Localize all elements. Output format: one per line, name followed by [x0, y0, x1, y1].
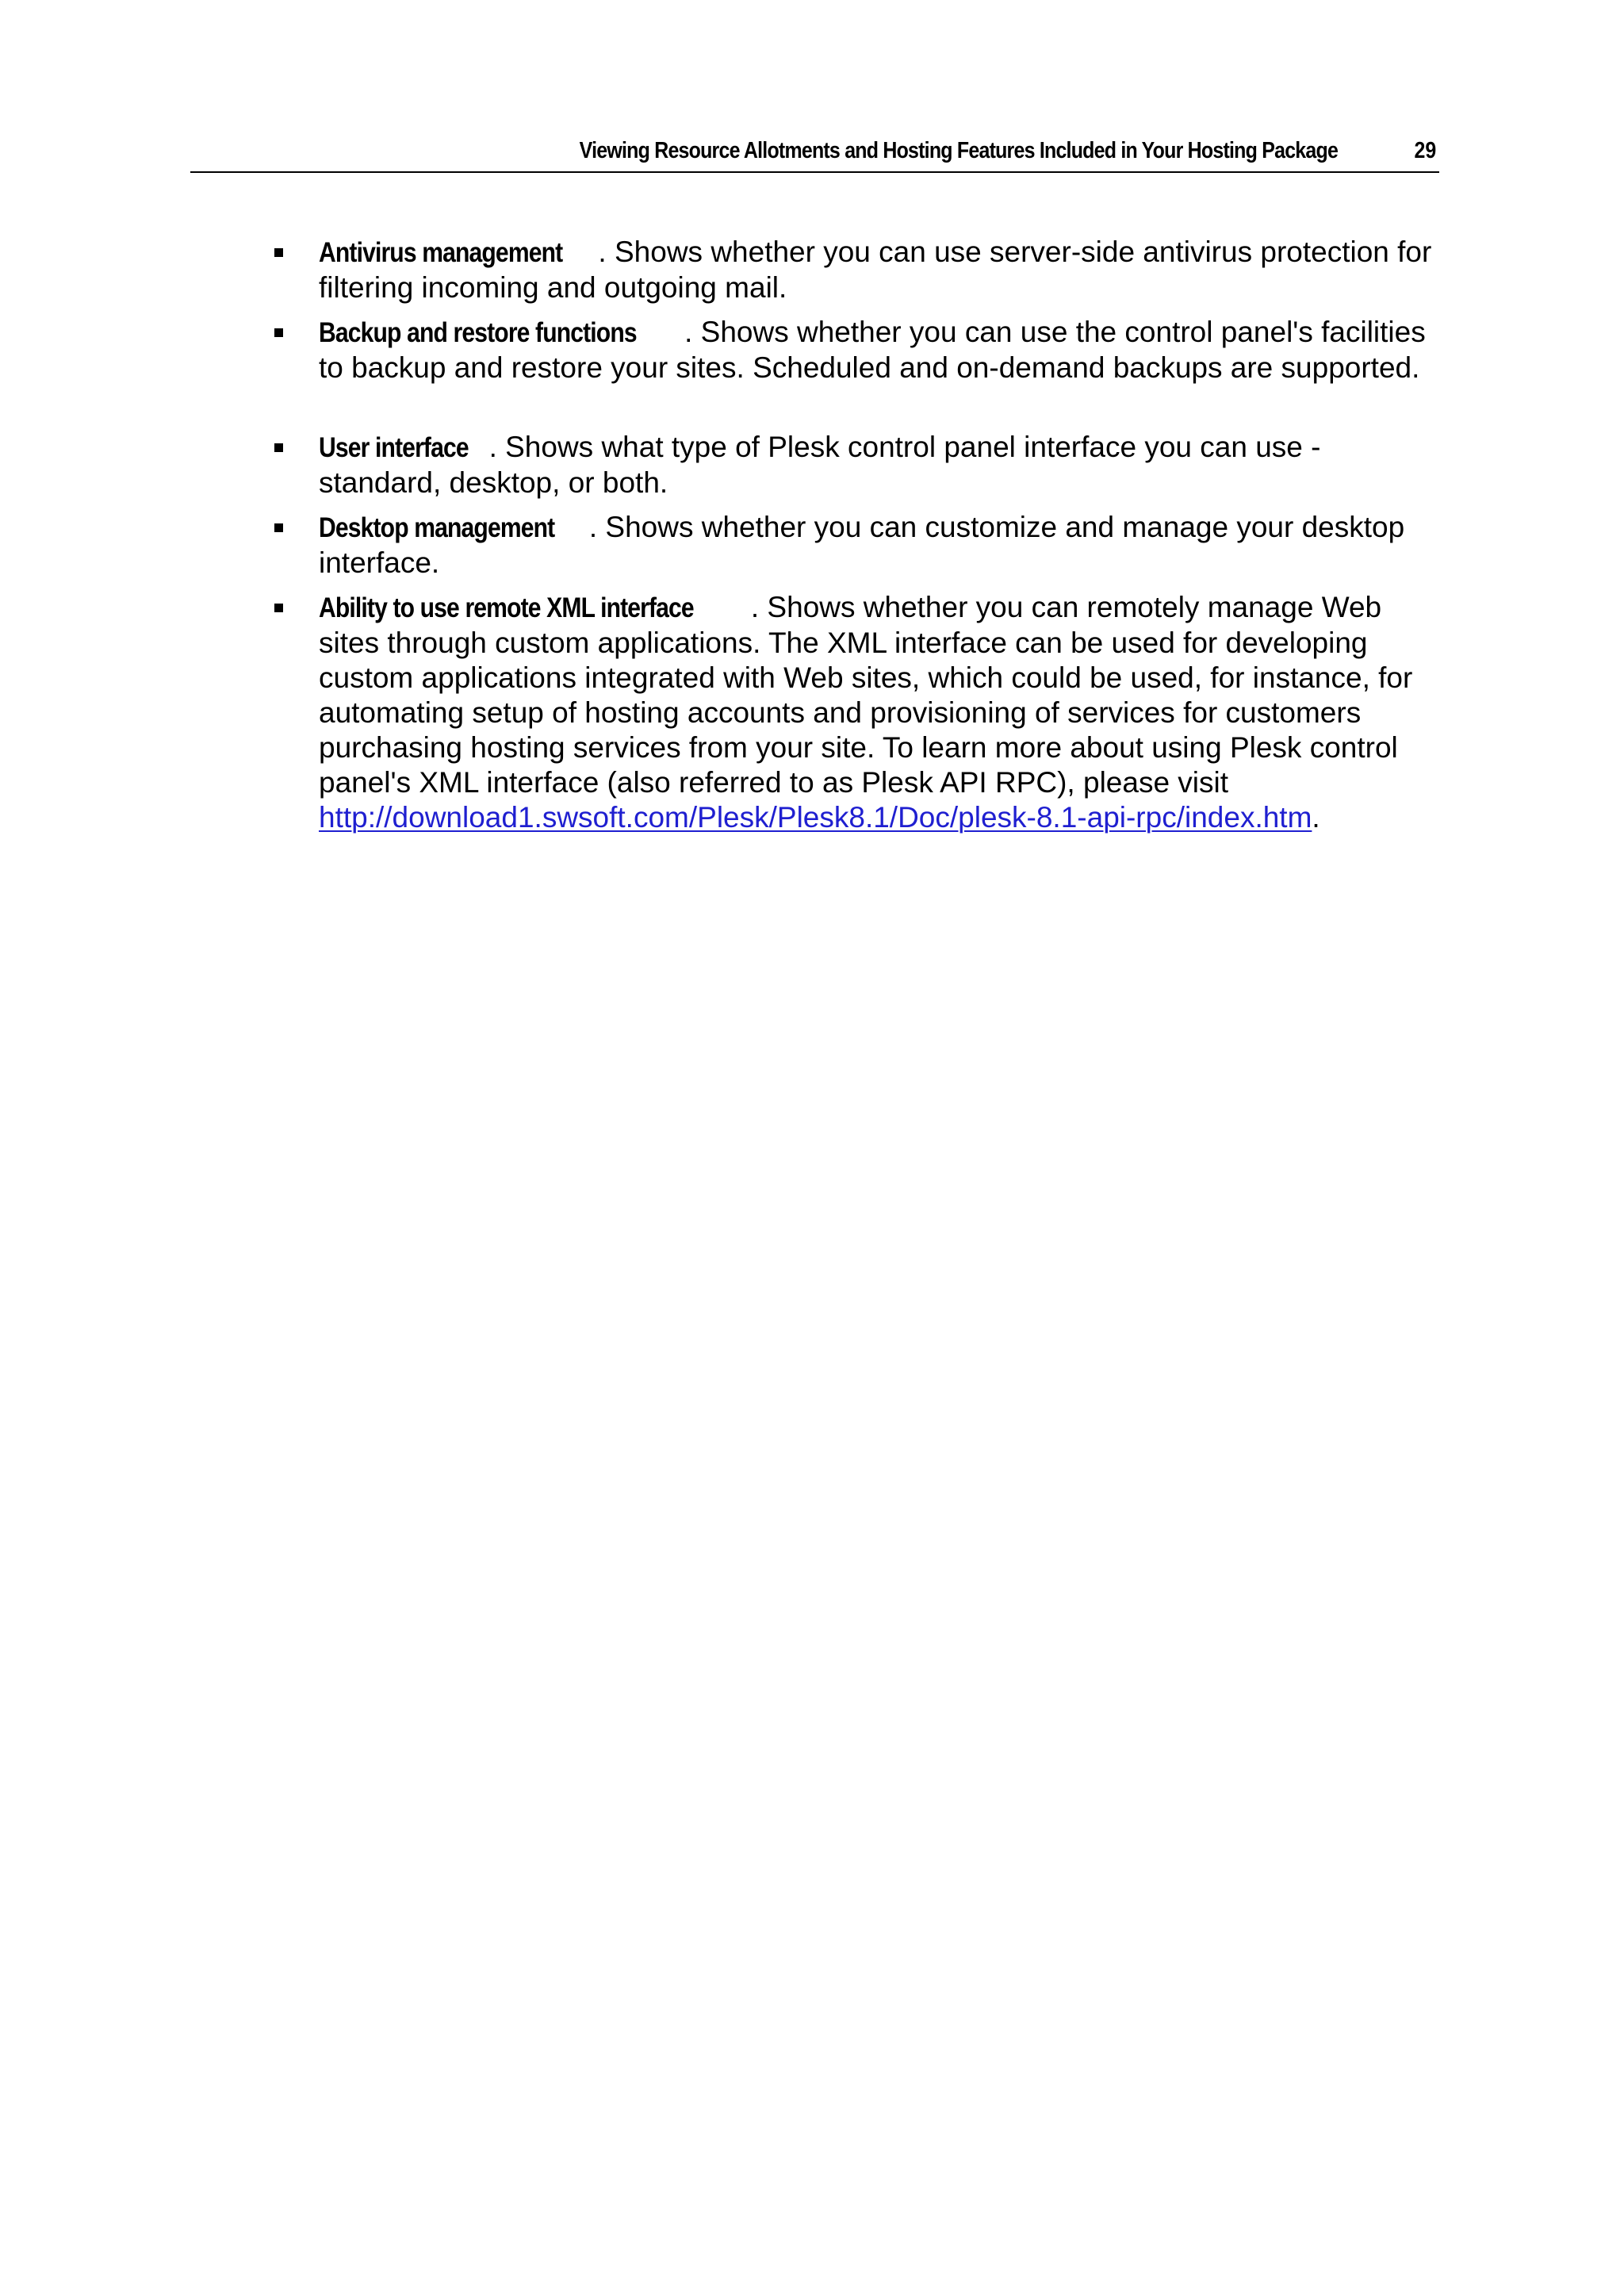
item-description: . Shows whether you can remotely manage Web sites through custom applications. The XML interface can be used for developing custom applications integrated with Web sites, which could be used, for instance, for automating setup of hosting accounts and provisioning of services for customers purchasing hosting services from your site. To learn more about using Plesk control panel's XML interface (also referred to as Plesk API RPC), please visit: [319, 591, 1413, 799]
term-desktop-management: Desktop management: [319, 512, 555, 543]
list-item-backup-restore: [319, 315, 1445, 385]
api-rpc-doc-link[interactable]: http://download1.swsoft.com/Plesk/Plesk8.1/Doc/plesk-8.1-api-rpc/index.htm: [319, 801, 1312, 834]
bullet-square-icon: [274, 523, 283, 532]
term-antivirus-management: Antivirus management: [319, 237, 563, 268]
bullet-square-icon: [274, 604, 283, 612]
header-title: Viewing Resource Allotments and Hosting Features Included in Your Hosting Package: [579, 138, 1338, 163]
bullet-square-icon: [274, 443, 283, 452]
bullet-square-icon: [274, 248, 283, 257]
bullet-square-icon: [274, 328, 283, 337]
term-backup-restore: Backup and restore functions: [319, 317, 637, 348]
term-remote-xml: Ability to use remote XML interface: [319, 592, 694, 623]
page-number: 29: [1414, 138, 1436, 163]
item-description: . Shows whether you can use the control panel's facilities to backup and restore your sites. Scheduled and on-demand backups are supported.: [319, 316, 1426, 384]
trailing-period: .: [1312, 801, 1320, 834]
item-description: . Shows whether you can customize and manage your desktop interface.: [319, 511, 1405, 579]
list-item-antivirus-management: [319, 235, 1445, 305]
item-description: . Shows what type of Plesk control panel interface you can use - standard, desktop, or both.: [319, 431, 1321, 499]
term-user-interface: User interface: [319, 432, 469, 463]
item-description: . Shows whether you can use server-side antivirus protection for filtering incoming and outgoing mail.: [319, 236, 1432, 304]
list-item-remote-xml: [319, 590, 1445, 835]
page-header: [190, 133, 1439, 173]
list-item-user-interface: [319, 430, 1445, 500]
list-item-desktop-management: [319, 510, 1445, 581]
